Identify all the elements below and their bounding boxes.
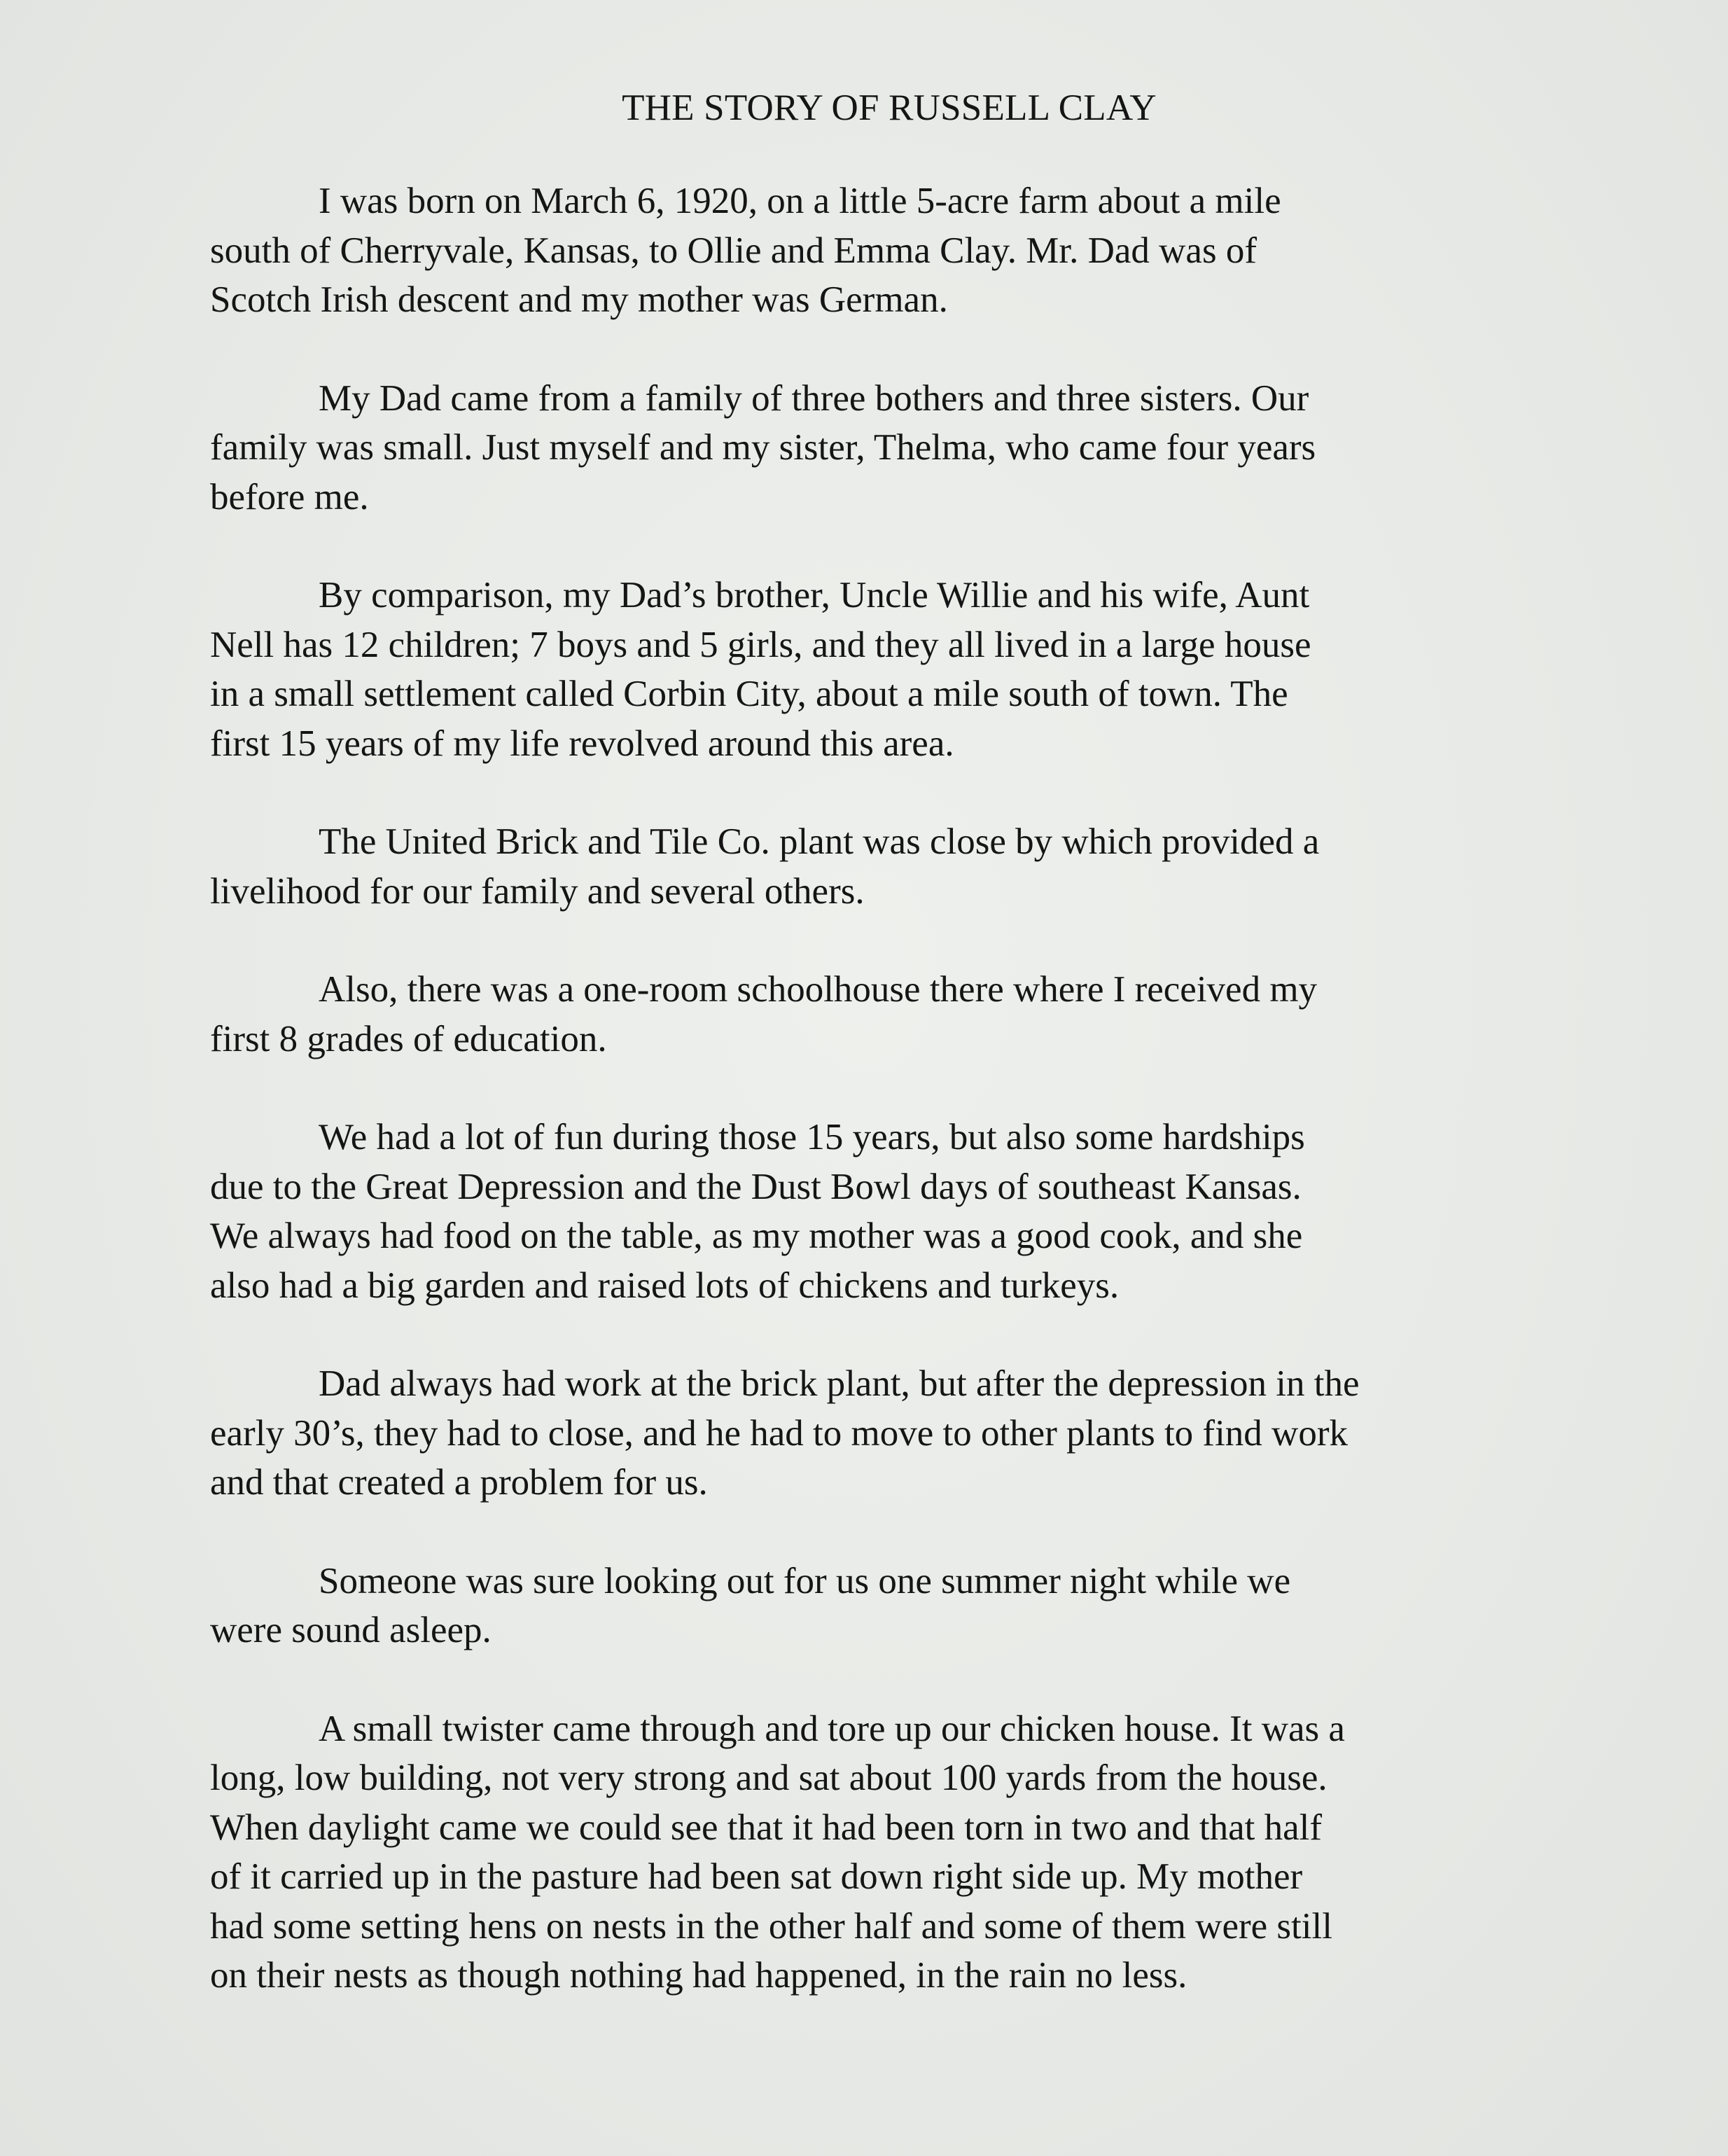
paragraph (210, 1704, 1540, 2001)
paragraph-line: My Dad came from a family of three bothers and three sisters. Our (319, 377, 1309, 419)
paragraph-line: of it carried up in the pasture had been sat down right side up. My mother (210, 1856, 1303, 1897)
paragraph-line: We had a lot of fun during those 15 years, but also some hardships (319, 1117, 1305, 1157)
paragraph-line: Scotch Irish descent and my mother was German. (210, 279, 948, 320)
paragraph-line: had some setting hens on nests in the other half and some of them were still (210, 1905, 1332, 1947)
paragraph-line: Someone was sure looking out for us one summer night while we (319, 1560, 1291, 1601)
paragraph-line: livelihood for our family and several others. (210, 870, 865, 912)
paragraph-line: We always had food on the table, as my mother was a good cook, and she (210, 1216, 1303, 1256)
paragraph-line: Also, there was a one-room schoolhouse there where I received my (319, 969, 1318, 1010)
paragraph-line: By comparison, my Dad’s brother, Uncle Willie and his wife, Aunt (319, 575, 1310, 615)
paragraph-line: first 15 years of my life revolved around this area. (210, 723, 954, 764)
paragraph-line: before me. (210, 476, 369, 517)
paragraph-line: A small twister came through and tore up our chicken house. It was a (319, 1708, 1345, 1749)
paragraph-line: were sound asleep. (210, 1610, 492, 1650)
paragraph-line: long, low building, not very strong and sat about 100 yards from the house. (210, 1758, 1328, 1798)
paragraph (210, 1113, 1540, 1310)
paragraph (210, 965, 1540, 1064)
paragraph-line: and that created a problem for us. (210, 1462, 708, 1503)
paragraph-line: Dad always had work at the brick plant, but after the depression in the (319, 1363, 1360, 1404)
paragraph (210, 374, 1540, 522)
paragraph-line: due to the Great Depression and the Dust Bowl days of southeast Kansas. (210, 1166, 1302, 1207)
paragraph (210, 176, 1540, 325)
paragraph (210, 817, 1540, 916)
paragraph-line: When daylight came we could see that it had been torn in two and that half (210, 1807, 1323, 1848)
paragraph (210, 571, 1540, 768)
paragraph-line: early 30’s, they had to close, and he had to move to other plants to find work (210, 1412, 1348, 1454)
document-title: THE STORY OF RUSSELL CLAY (622, 88, 1157, 128)
paragraph-line: south of Cherryvale, Kansas, to Ollie and Emma Clay. Mr. Dad was of (210, 230, 1257, 271)
paragraph-line: on their nests as though nothing had happened, in the rain no less. (210, 1955, 1187, 1996)
paragraph-line: also had a big garden and raised lots of chickens and turkeys. (210, 1265, 1120, 1306)
paragraph (210, 1557, 1540, 1655)
paragraph-line: Nell has 12 children; 7 boys and 5 girls, and they all lived in a large house (210, 624, 1311, 665)
paragraph-line: family was small. Just myself and my sister, Thelma, who came four years (210, 427, 1316, 468)
document-body (210, 83, 1540, 2050)
paragraph-line: first 8 grades of education. (210, 1018, 607, 1059)
paragraph-line: I was born on March 6, 1920, on a little 5-acre farm about a mile (319, 181, 1281, 221)
paragraph-line: in a small settlement called Corbin City, about a mile south of town. The (210, 674, 1288, 714)
paragraph (210, 1359, 1540, 1508)
paragraph-line: The United Brick and Tile Co. plant was close by which provided a (319, 821, 1320, 862)
